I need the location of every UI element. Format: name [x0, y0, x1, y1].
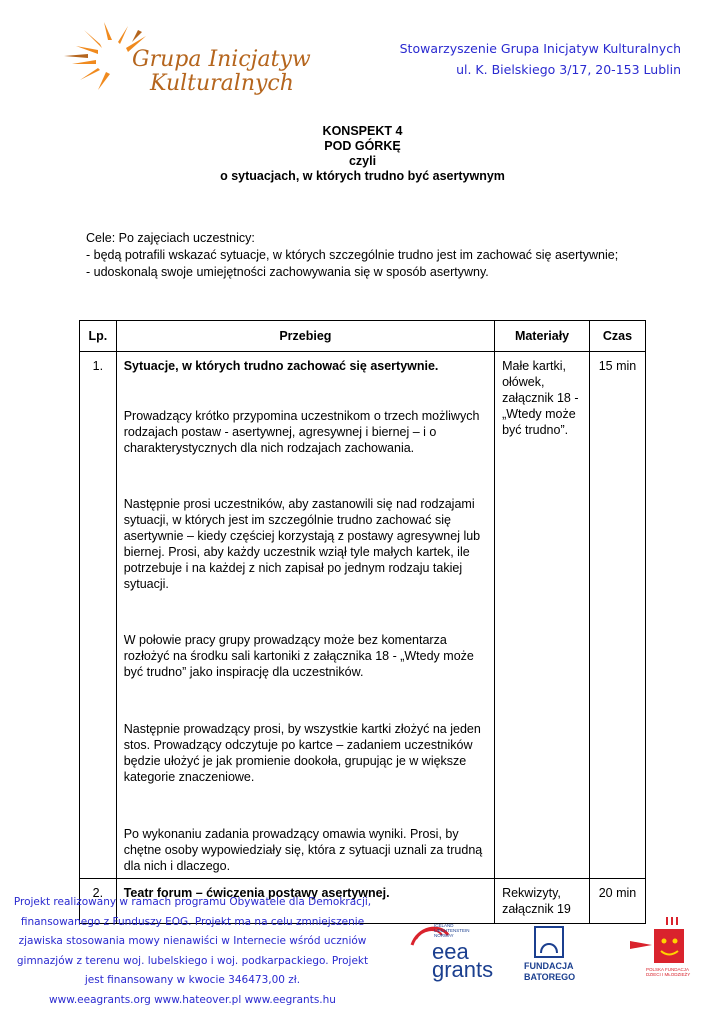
header-lp: Lp. [80, 321, 117, 352]
svg-text:Grupa Inicjatyw: Grupa Inicjatyw [132, 47, 311, 72]
goal-item-2: - udoskonalą swoje umiejętności zachowywania się w sposób asertywny. [86, 265, 489, 279]
fundacja-batorego-logo [524, 927, 575, 982]
step-title: Sytuacje, w których trudno zachować się asertywnie. [123, 359, 439, 373]
table-row [80, 352, 646, 879]
row-time: 20 min [590, 879, 646, 924]
gik-logo [58, 20, 318, 100]
svg-text:ICELAND: ICELAND [434, 923, 454, 928]
svg-text:LIECHTENSTEIN: LIECHTENSTEIN [434, 928, 470, 933]
svg-text:DZIECI I MŁODZIEŻY: DZIECI I MŁODZIEŻY [646, 972, 691, 977]
document-title [0, 124, 725, 184]
paragraph: W połowie pracy grupy prowadzący może bez komentarza rozłożyć na środku sali kartoniki z załącznika 18 - „Wtedy może być trudno” jako inspirację dla uczestników. [123, 633, 474, 679]
organization-header [400, 38, 681, 80]
org-name: Stowarzyszenie Grupa Inicjatyw Kulturalnych [399, 41, 681, 56]
row-materials: Rekwizyty, załącznik 19 [495, 879, 590, 924]
sponsor-logos [398, 905, 713, 1015]
goal-item-1: - będą potrafili wskazać sytuacje, w których szczególnie trudno jest im zachować się asertywnie; [86, 248, 619, 262]
goals-section [86, 230, 686, 281]
lesson-plan-table [79, 320, 646, 924]
svg-text:FUNDACJA: FUNDACJA [524, 961, 574, 971]
header-materialy: Materiały [495, 321, 590, 352]
footer-description: Projekt realizowany w ramach programu Obywatele dla Demokracji, finansowanego z Funduszy EOG. Projekt ma na celu zmniejszenie zjawiska stosowania mowy nienawiści w Internecie wśród uczniów gimnazjów z terenu woj. lubelskiego i woj. podkarpackiego. Projekt jest finansowany w kwocie 346473,00 zł. [13, 896, 372, 986]
step-title: Teatr forum – ćwiczenia postawy asertywnej. [123, 886, 390, 900]
svg-text:POLSKA FUNDACJA: POLSKA FUNDACJA [646, 967, 690, 972]
footer-links[interactable]: www.eeagrants.org www.hateover.pl www.eegrants.hu [49, 993, 336, 1006]
row-number: 2. [80, 879, 117, 924]
title-line-1: KONSPEKT 4 [322, 124, 403, 138]
pfdm-logo [630, 917, 690, 977]
row-time: 15 min [590, 352, 646, 879]
paragraph: Następnie prosi uczestników, aby zastanowili się nad rodzajami sytuacji, w których jest im szczególnie trudno zachować się asertywnie – kiedy częściej korzystają z postawy agresywnej lub biernej. Prosi, aby każdy uczestnik wziął tyle małych kartek, ile potrzebuje i na każdej z nich zapisał po jednym rodzaju takiej sytuacji. [123, 497, 481, 591]
org-address: ul. K. Bielskiego 3/17, 20-153 Lublin [456, 62, 681, 77]
row-materials: Małe kartki, ołówek, załącznik 18 - „Wtedy może być trudno”. [495, 352, 590, 879]
svg-text:Kulturalnych: Kulturalnych [150, 71, 294, 96]
svg-text:NORWAY: NORWAY [434, 933, 454, 938]
footer-project-info [10, 893, 375, 1010]
eea-grants-logo [412, 923, 493, 982]
title-line-4: o sytuacjach, w których trudno być asertywnym [220, 169, 505, 183]
sun-icon [58, 20, 318, 100]
goals-intro: Cele: Po zajęciach uczestnicy: [86, 231, 255, 245]
table-header-row [80, 321, 646, 352]
header-czas: Czas [590, 321, 646, 352]
row-description [116, 352, 494, 879]
paragraph: Następnie prowadzący prosi, by wszystkie kartki złożyć na jeden stos. Prowadzący odczytuje po kartce – zadaniem uczestników będzie ułożyć je jak promienie dookoła, grupując je w większe kategorie znaczeniowe. [123, 722, 481, 784]
title-line-2: POD GÓRKĘ [324, 139, 401, 153]
row-number: 1. [80, 352, 117, 879]
header-przebieg: Przebieg [116, 321, 494, 352]
title-line-3: czyli [348, 154, 377, 168]
paragraph: Prowadzący krótko przypomina uczestnikom o trzech możliwych rodzajach postaw - asertywnej, agresywnej i biernej – i o charakterystycznych dla nich rodzajach zachowania. [123, 409, 480, 455]
svg-text:BATOREGO: BATOREGO [524, 972, 576, 982]
svg-text:eea: eea [432, 939, 469, 964]
paragraph: Po wykonaniu zadania prowadzący omawia wyniki. Prosi, by chętne osoby wypowiedziały się, która z sytuacji uznali za trudną dla nich i dlaczego. [123, 827, 483, 873]
svg-text:grants: grants [432, 957, 494, 982]
